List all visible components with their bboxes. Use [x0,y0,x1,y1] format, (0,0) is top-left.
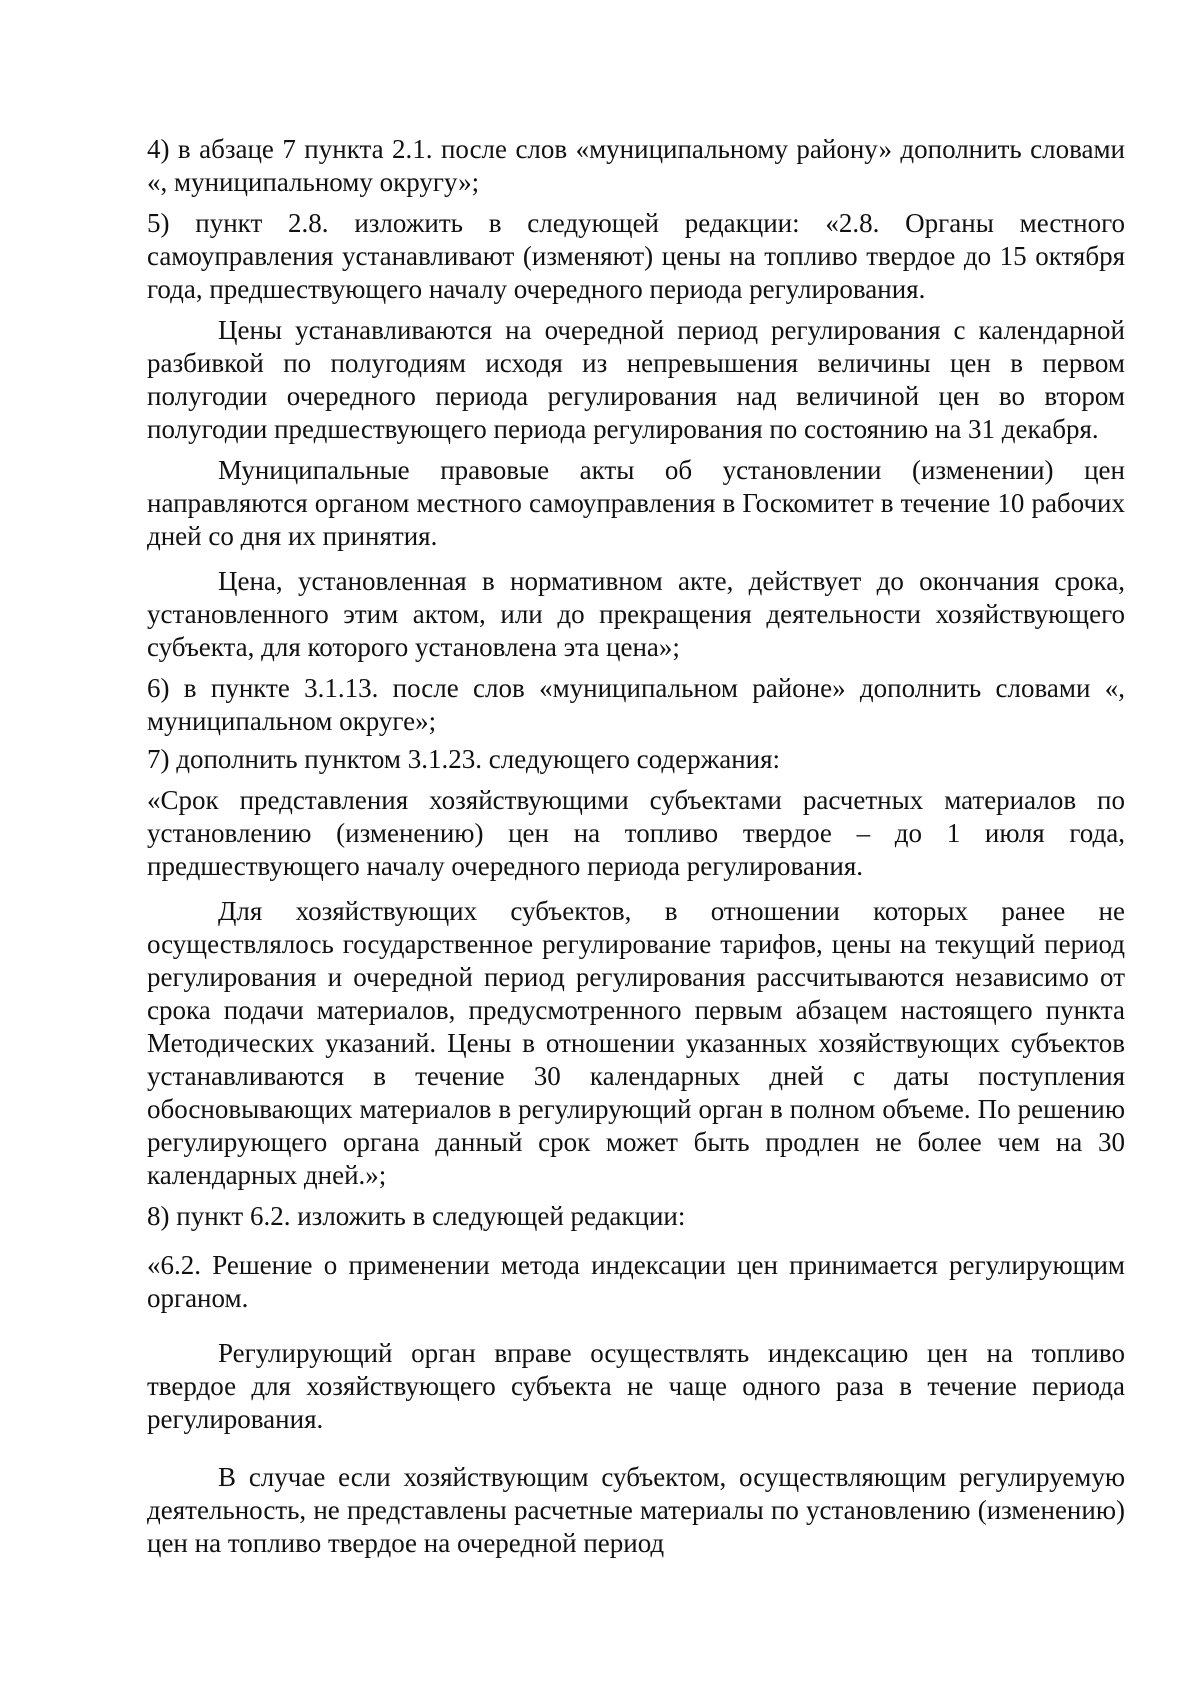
paragraph-item-7: 7) дополнить пунктом 3.1.23. следующего содержания: [147,744,781,774]
paragraph-indexation-decision: «6.2. Решение о применении метода индексации цен принимается регулирующим органом. [147,1250,1125,1313]
paragraph-submission-deadline: «Срок представления хозяйствующими субъектами расчетных материалов по установлению (изменению) цен на топливо твердое – до 1 июля года, предшествующего началу очередного периода регулирования. [147,785,1125,881]
paragraph-item-5: 5) пункт 2.8. изложить в следующей редакции: «2.8. Органы местного самоуправления устанавливают (изменяют) цены на топливо твердое до 15 октября года, предшествующего началу очередного периода регулирования. [147,208,1125,304]
paragraph-municipal-acts: Муниципальные правовые акты об установлении (изменении) цен направляются органом местного самоуправления в Госкомитет в течение 10 рабочих дней со дня их принятия. [147,455,1125,551]
paragraph-indexation-frequency: Регулирующий орган вправе осуществлять индексацию цен на топливо твердое для хозяйствующего субъекта не чаще одного раза в течение периода регулирования. [147,1338,1125,1434]
paragraph-price-validity: Цена, установленная в нормативном акте, действует до окончания срока, установленного этим актом, или до прекращения деятельности хозяйствующего субъекта, для которого установлена эта цена»; [147,566,1125,662]
paragraph-prices-schedule: Цены устанавливаются на очередной период регулирования с календарной разбивкой по полугодиям исходя из непревышения величины цен в первом полугодии очередного периода регулирования над величиной цен во втором полугодии предшествующего периода регулирования по состоянию на 31 декабря. [147,315,1125,444]
paragraph-missing-materials: В случае если хозяйствующим субъектом, осуществляющим регулируемую деятельность, не представлены расчетные материалы по установлению (изменению) цен на топливо твердое на очередной период [147,1462,1125,1558]
paragraph-new-entities: Для хозяйствующих субъектов, в отношении которых ранее не осуществлялось государственное регулирование тарифов, цены на текущий период регулирования и очередной период регулирования рассчитываются независимо от срока подачи материалов, предусмотренного первым абзацем настоящего пункта Методических указаний. Цены в отношении указанных хозяйствующих субъектов устанавливаются в течение 30 календарных дней с даты поступления обосновывающих материалов в регулирующий орган в полном объеме. По решению регулирующего органа данный срок может быть продлен не более чем на 30 календарных дней.»; [147,896,1125,1190]
paragraph-item-4: 4) в абзаце 7 пункта 2.1. после слов «муниципальному району» дополнить словами «, муниципальному округу»; [147,134,1125,197]
document-body [147,133,1125,1560]
paragraph-item-6: 6) в пункте 3.1.13. после слов «муниципальном районе» дополнить словами «, муниципальном округе»; [147,673,1125,736]
paragraph-item-8: 8) пункт 6.2. изложить в следующей редакции: [147,1201,686,1231]
